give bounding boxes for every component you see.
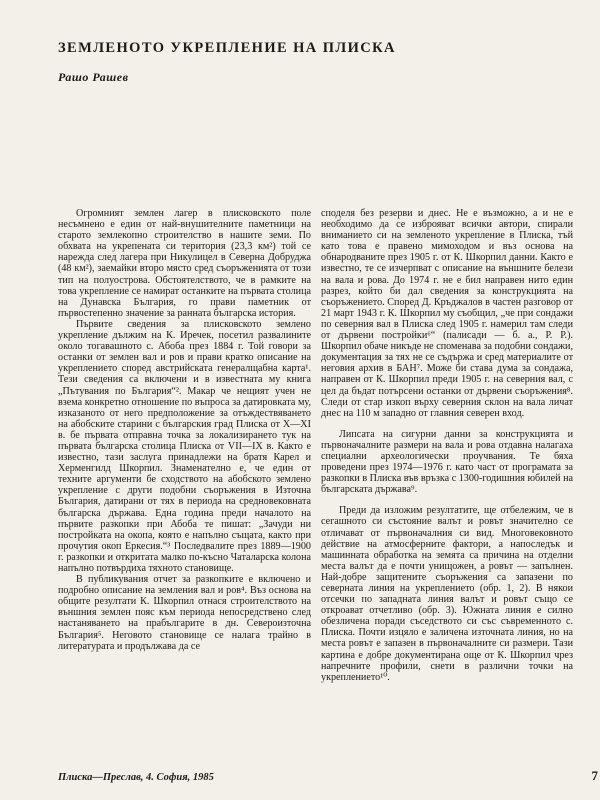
- footer-citation: Плиска—Преслав, 4. София, 1985: [58, 772, 214, 783]
- left-paragraph-1: Огромният землен лагер в плисковското поле несъмнено е един от най-внушителните паметници на старото землекопно строителство в нашите земи. По обхвата на укрепената си територия (23,3 км²) той се нарежда след лагера при Никулицел в Северна Добруджа (48 км²), заемайки второ място сред съоръженията от този тип на полуострова. Обстоятелството, че в рамките на това укрепление се намират останките на първата столица на Дунавска България, го прави паметник от първостепенно значение за ранната българска история.: [58, 208, 311, 319]
- left-paragraph-3: В публикувания отчет за разкопките е включено и подробно описание на земления вал и ров⁴. Въз основа на общите резултати К. Шкорпил отнася строителството на външния землен пояс към периода непосредствено след настаняването на прабългарите в дн. Североизточна България⁵. Неговото становище се налага трайно в литературата и продължава да се: [58, 574, 311, 652]
- right-paragraph-3: Преди да изложим резултатите, ще отбележим, че в сегашното си състояние валът и ровът значително се отличават от първоначалния си вид. Многовековното действие на атмосферните фактори, а напоследък и машинната обработка на земята са причина на отделни места валът да е почти унищожен, а ровът — запълнен. Най-добре защитените съоръжения са запазени по северната линия на укреплението (обр. 1, 2). В някои отсечки по западната линия валът и ровът също се откроават отчетливо (обр. 3). Южната линия е силно обезличена поради съседството си със съвременното с. Плиска. Почти изцяло е заличена източната линия, но на места ровът е запазен в първоначалните си размери. Тази картина е добре документирана още от К. Шкорпил чрез напречните профили, снети в различни точки на укреплението¹⁰.: [321, 505, 573, 683]
- left-column: [58, 208, 311, 748]
- article-title: ЗЕМЛЕНОТО УКРЕПЛЕНИЕ НА ПЛИСКА: [58, 40, 396, 56]
- right-paragraph-2: Липсата на сигурни данни за конструкцията и първоначалните размери на вала и рова отдавна налагаха специални археологически проучвания. Те бяха проведени през 1974—1976 г. като част от програмата за разкопки в Плиска във връзка с 1300-годишния юбилей на българската държава⁹.: [321, 428, 573, 496]
- left-paragraph-2: Първите сведения за плисковското землено укрепление дължим на К. Иречек, посетил развалините около тогавашното с. Абоба през 1884 г. Той говори за останки от землен вал и ров и прави кратко описание на укреплението според австрийската генералщабна карта¹. Тези сведения са включени и в известната му книга „Пътувания по България“². Макар че нещият учен не взема конкретно отношение по въпроса за датировката му, изказаното от него предположение за отъждествяването на абобските старини с българския град Плиска от X—XI в. бе първата отправна точка за локализирането тук на първата българска столица Плиска от VII—IX в. Както е известно, тази заслуга принадлежи на братя Карел и Херменгилд Шкорпил. Знаменателно е, че един от техните аргументи бе сходството на абобското землено укрепление с други подобни съоръжения в Източна България, датирани от тях в периода на средновековната българска държава. Една година преди началото на първите разкопки при Абоба те пишат: „Зачуди ни постройката на окопа, която е напълно същата, както при прочутия окоп Еркесия.“³ Последвалите през 1889—1900 г. разкопки и откритата малко по-късно Чаталарска колона напълно потвърдиха тяхното становище.: [58, 318, 311, 574]
- page-number: 7: [591, 768, 598, 783]
- article-author: Рашо Рашев: [58, 70, 129, 84]
- right-column: [321, 208, 573, 748]
- right-paragraph-1: споделя без резерви и днес. Не е възможно, а и не е необходимо да се изброяват всички автори, спирали вниманието си на земленото укрепление в Плиска, тъй като това е правено мимоходом и въз основа на обнародваните през 1905 г. от К. Шкорпил данни. Както е известно, те се изчерпват с описание на външните белези на вала и рова. До 1974 г. не е бил направен нито един разрез, който би дал сведения за конструкцията на съоръжението. Според Д. Кръджалов в частен разговор от 21 март 1943 г. К. Шкорпил му съобщил, „че при сондажи по северния вал в Плиска след 1905 г. намерил там следи от дървени постройки⁶“ (палисади — б. а., Р. Р.). Шкорпил обаче никъде не споменава за подобни сондажи, документация за тях не се съдържа и сред материалите от неговия архив в БАН⁷. Може би става дума за сондажа, направен от К. Шкорпил преди 1905 г. на северния вал, с цел да бъдат потърсени останки от дървени съоръжения⁸. Следи от стар изкоп върху северния склон на вала личат днес на 110 м западно от главния северен вход.: [321, 208, 573, 419]
